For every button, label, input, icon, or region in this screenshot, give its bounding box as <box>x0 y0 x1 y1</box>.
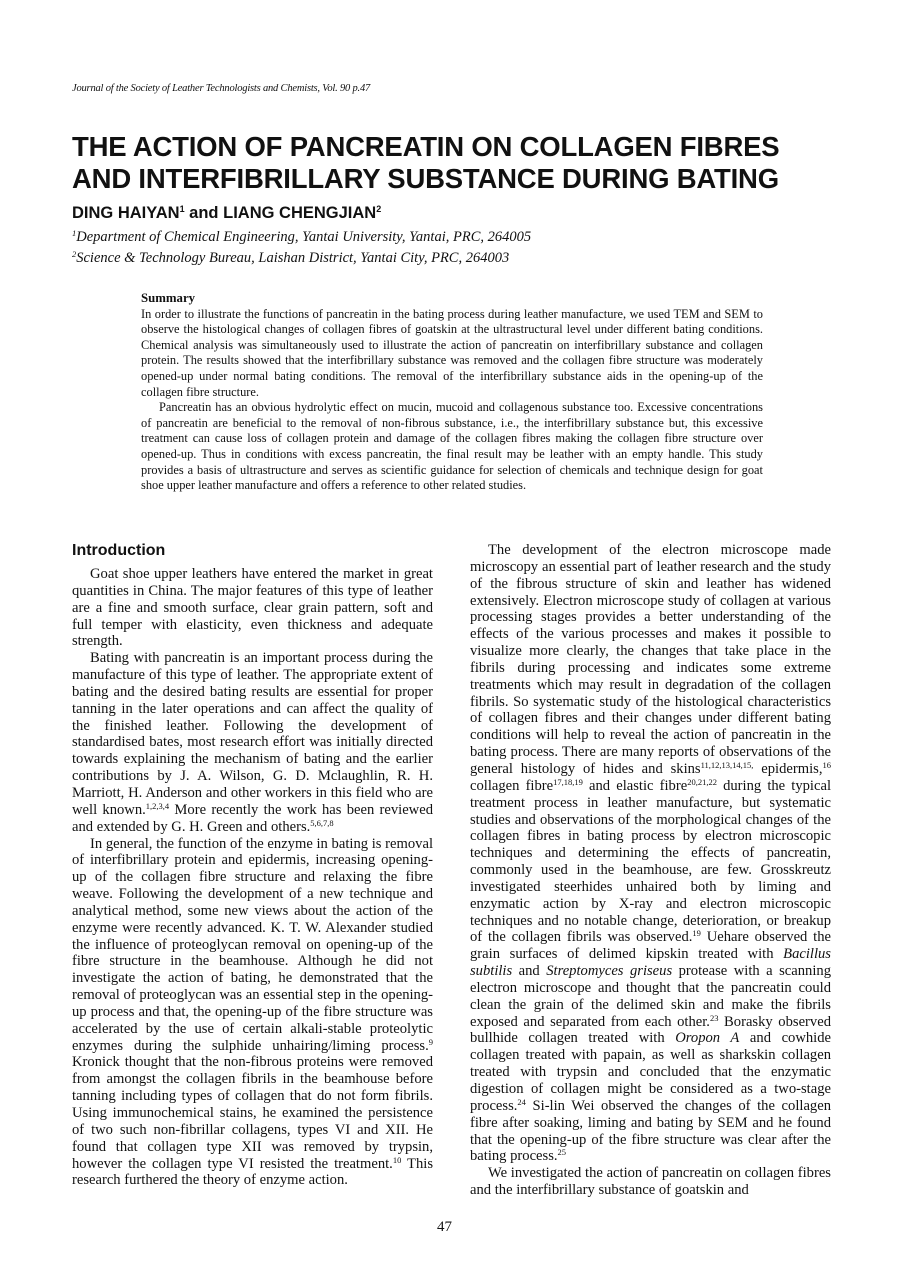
citation-ref: 25 <box>557 1147 567 1158</box>
citation-ref: 23 <box>709 1012 719 1023</box>
text-run: The development of the electron microscope made microscopy an essential part of leather research and the study of the fibrous structure of skin and leather has widened extensively. Electron microscope study of collagen at various processing stages provides a better understanding of the effects of the various processes and makes it possible to visualize more clearly, the changes that take place in the fibrils during processing and indicates some extreme treatments which may result in degradation of the collagen fibrils. So systematic study of the histological characteristics of collagen fibres and their changes under different bating conditions will help to reveal the action of pancreatin in the bating process. There are many reports of observations of the general histology of hides and skins <box>470 542 831 777</box>
text-run: Kronick thought that the non-fibrous proteins were removed from amongst the collagen fibrils in the beamhouse before tanning including types of collagen that do not form fibrils. Using immunochemical stains, he examined the persistence of two such non-fibrillar collagens, types VI and XII. He found that collagen type XII was removed by trypsin, however the collagen type VI resisted the treatment. <box>72 1054 433 1172</box>
species-name: Streptomyces griseus <box>546 963 673 980</box>
text-run: In general, the function of the enzyme in bating is removal of interfibrillary protein and epidermis, increasing opening-up of the collagen fibre structure and relaxing the fibre weave. Following the development of a new technique and analytical method, some new views about the action of the enzyme were recently advanced. K. T. W. Alexander studied the influence of proteoglycan removal on opening-up of the fibre structure in the beamhouse. Although he did not investigate the action of bating, he demonstrated that the removal of proteoglycan was an essential step in the opening-up process and that, the opening-up of the fibre structure was accelerated by the use of certain alkali-stable proteolytic enzymes during the sulphide unhairing/liming process. <box>72 835 433 1054</box>
citation-ref: 24 <box>517 1096 526 1107</box>
affiliation-mark: 1 <box>179 204 185 214</box>
citation-ref: 20,21,22 <box>687 776 717 787</box>
affiliation-mark: 2 <box>376 204 382 214</box>
text-run: More recently the work has been reviewed and extended by G. H. Green and others. <box>72 801 433 835</box>
summary-paragraph: Pancreatin has an obvious hydrolytic effect on mucin, mucoid and collagenous substance too. Excessive concentrations of pancreatin are beneficial to the removal of non-fibrous substance, i.e., the interfibrillary substance but, this excessive treatment can cause loss of collagen protein and damage of the collagen fibres making the collagen fibre structure over opened-up. Thus in conditions with excess pancreatin, the final result may be leather with an empty handle. This study provides a basis of ultrastructure and serves as scientific guidance for selection of chemicals and technique design for goat shoe upper leather manufacture and offers a reference to other related studies. <box>141 400 763 493</box>
affiliation-text: Science & Technology Bureau, Laishan District, Yantai City, PRC, 264003 <box>76 250 510 266</box>
summary-heading: Summary <box>141 291 196 305</box>
author-name: DING HAIYAN <box>72 204 180 222</box>
citation-ref: 5,6,7,8 <box>310 817 334 828</box>
text-run: during the typical treatment process in leather manufacture, but systematic studies and observations of the morphological changes of the collagen fibres in bating process by electron microscopic techniques and determining the effects of pancreatin, commonly used in the beamhouse, are few. Grosskreutz investigated steerhides unhaired both by liming and enzymatic action by X-ray and electron microscopic techniques and no notable change, deterioration, or breakup of the collagen fibrils was observed. <box>470 777 831 946</box>
affiliation-mark: 1 <box>72 228 77 238</box>
summary-abstract <box>141 291 763 494</box>
text-run: Si-lin Wei observed the changes of the collagen fibre after soaking, liming and bating by SEM and he found that the opening-up of the fibre structure was clear after the bating process. <box>470 1097 831 1165</box>
text-run: and elastic fibre <box>582 777 688 794</box>
species-name: Bacillus subtilis <box>470 946 831 980</box>
citation-ref: 11,12,13,14,15, <box>700 759 754 770</box>
title-line-2: AND INTERFIBRILLARY SUBSTANCE DURING BATING <box>72 163 779 194</box>
affiliation-text: Department of Chemical Engineering, Yantai University, Yantai, PRC, 264005 <box>76 229 532 245</box>
column-right <box>470 542 831 1199</box>
article-title <box>72 131 832 195</box>
citation-ref: 17,18,19 <box>553 776 583 787</box>
affiliation-1 <box>72 228 531 246</box>
text-run: collagen fibre <box>470 777 554 794</box>
body-paragraph <box>470 542 831 1165</box>
text-run: and cowhide collagen treated with papain, as well as sharkskin collagen treated with trypsin and concluded that the enzymatic digestion of collagen might be considered as a two-stage process. <box>470 1030 832 1114</box>
section-heading-introduction: Introduction <box>72 542 166 559</box>
body-paragraph <box>72 650 433 835</box>
text-run: protease with a scanning electron microscope and thought that the pancreatin could clean the grain of the delimed skin and make the fibrils exposed and separated from each other. <box>470 963 832 1030</box>
affiliation-2 <box>72 249 509 267</box>
product-name: Oropon A <box>675 1030 740 1047</box>
summary-paragraph: In order to illustrate the functions of pancreatin in the bating process during leather manufacture, we used TEM and SEM to observe the histological changes of collagen fibres of goatskin at the ultrastructural level under different bating conditions. Chemical analysis was simultaneously used to illustrate the action of pancreatin on interfibrillary substance and collagen protein. The results showed that the interfibrillary substance was removed and the collagen fibre structure was moderately opened-up under normal bating conditions. The removal of the interfibrillary substance aids in the opening-up of the collagen fibre structure. <box>141 306 763 399</box>
author-name: LIANG CHENGJIAN <box>223 204 377 222</box>
text-run: Bating with pancreatin is an important process during the manufacture of this type of leather. The appropriate extent of bating and the desired bating results are essential for proper tanning in the later operations and can affect the quality of the finished leather. Following the development of standardised bates, most research effort was initially directed towards explaining the mechanism of bating and the earlier contributions by J. A. Wilson, G. D. Mclaughlin, R. H. Marriott, H. Anderson and other workers in this field who are well known. <box>72 650 433 818</box>
citation-ref: 10 <box>392 1154 402 1165</box>
text-run: Uehare observed the grain surfaces of delimed kipskin treated with <box>470 929 831 963</box>
running-head: Journal of the Society of Leather Technologists and Chemists, Vol. 90 p.47 <box>72 83 371 94</box>
column-left <box>72 542 433 1189</box>
body-paragraph: We investigated the action of pancreatin on collagen fibres and the interfibrillary substance of goatskin and <box>470 1165 831 1199</box>
author-joiner: and <box>184 204 224 222</box>
affiliation-mark: 2 <box>72 249 77 259</box>
text-run: Borasky observed bullhide collagen treated with <box>470 1013 831 1047</box>
text-run: epidermis, <box>753 760 823 777</box>
citation-ref: 9 <box>428 1036 433 1047</box>
text-run: and <box>512 963 547 980</box>
author-list <box>72 204 381 223</box>
body-paragraph: Goat shoe upper leathers have entered the market in great quantities in China. The major features of this type of leather are a fine and smooth surface, clear grain pattern, soft and full temper with elasticity, even thickness and adequate strength. <box>72 566 433 650</box>
text-run: This research furthered the theory of enzyme action. <box>72 1155 433 1189</box>
citation-ref: 16 <box>822 759 831 770</box>
page-number: 47 <box>437 1219 452 1235</box>
body-paragraph <box>72 836 433 1190</box>
citation-ref: 19 <box>692 928 701 939</box>
citation-ref: 1,2,3,4 <box>145 800 170 811</box>
title-line-1: THE ACTION OF PANCREATIN ON COLLAGEN FIBRES <box>72 131 780 162</box>
